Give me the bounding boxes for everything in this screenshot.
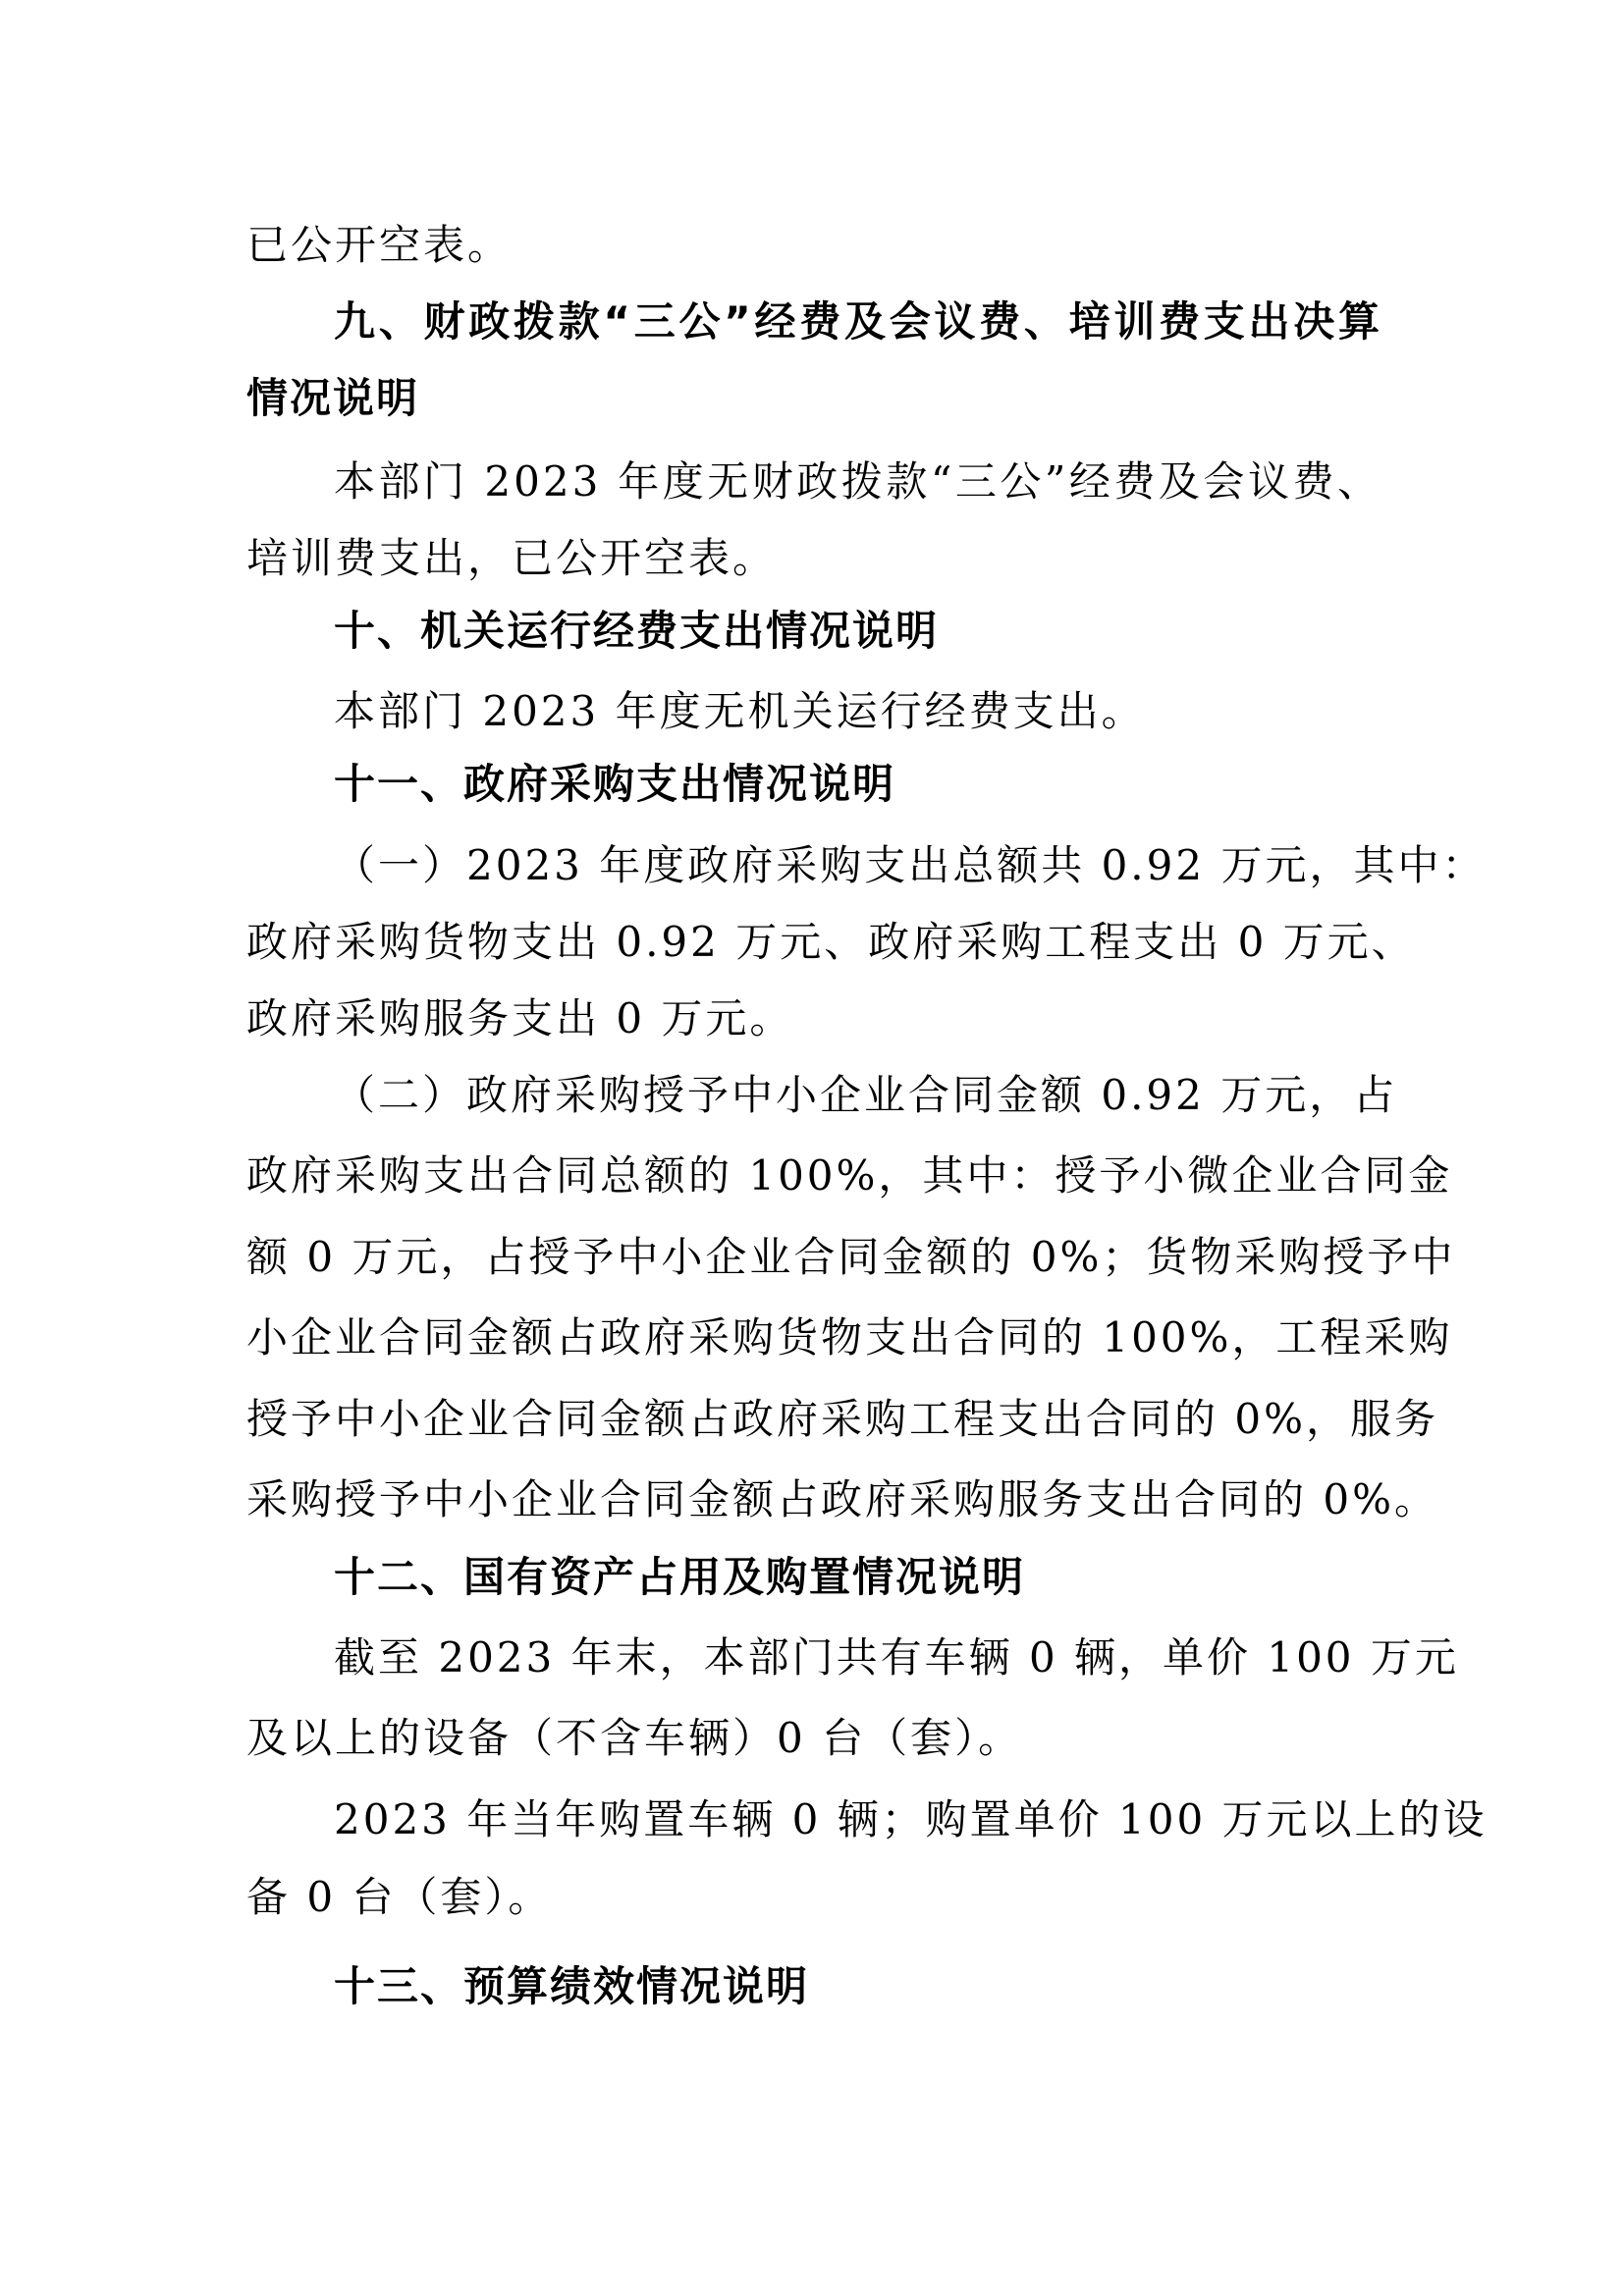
body-text: 及以上的设备（不含车辆）0 台（套）。 bbox=[246, 1714, 1023, 1762]
body-text: 已公开空表。 bbox=[246, 221, 513, 269]
body-text: 小企业合同金额占政府采购货物支出合同的 100%，工程采购 bbox=[246, 1313, 1453, 1362]
body-text: 政府采购货物支出 0.92 万元、政府采购工程支出 0 万元、 bbox=[246, 918, 1416, 966]
section-heading-9-cont: 情况说明 bbox=[246, 374, 420, 422]
section-heading-10: 十、机关运行经费支出情况说明 bbox=[334, 607, 940, 655]
body-text: 备 0 台（套）。 bbox=[246, 1873, 553, 1921]
body-text: 培训费支出，已公开空表。 bbox=[246, 534, 778, 582]
body-text: （二）政府采购授予中小企业合同金额 0.92 万元，占 bbox=[334, 1071, 1398, 1119]
body-text: 截至 2023 年末，本部门共有车辆 0 辆，单价 100 万元 bbox=[334, 1633, 1459, 1682]
body-text: 授予中小企业合同金额占政府采购工程支出合同的 0%，服务 bbox=[246, 1395, 1438, 1443]
body-text: 2023 年当年购置车辆 0 辆；购置单价 100 万元以上的设 bbox=[334, 1795, 1488, 1843]
body-text: 政府采购服务支出 0 万元。 bbox=[246, 994, 794, 1042]
body-text: （一）2023 年度政府采购支出总额共 0.92 万元，其中： bbox=[334, 841, 1487, 889]
body-text: 额 0 万元，占授予中小企业合同金额的 0%；货物采购授予中 bbox=[246, 1233, 1456, 1281]
body-text: 采购授予中小企业合同金额占政府采购服务支出合同的 0%。 bbox=[246, 1475, 1438, 1523]
body-text: 政府采购支出合同总额的 100%，其中：授予小微企业合同金 bbox=[246, 1151, 1453, 1200]
section-heading-13: 十三、预算绩效情况说明 bbox=[334, 1962, 810, 2010]
section-heading-12: 十二、国有资产占用及购置情况说明 bbox=[334, 1553, 1026, 1601]
section-heading-9: 九、财政拨款“三公”经费及会议费、培训费支出决算 bbox=[334, 297, 1381, 346]
body-text: 本部门 2023 年度无财政拨款“三公”经费及会议费、 bbox=[334, 457, 1381, 506]
body-text: 本部门 2023 年度无机关运行经费支出。 bbox=[334, 687, 1146, 735]
section-heading-11: 十一、政府采购支出情况说明 bbox=[334, 760, 896, 808]
